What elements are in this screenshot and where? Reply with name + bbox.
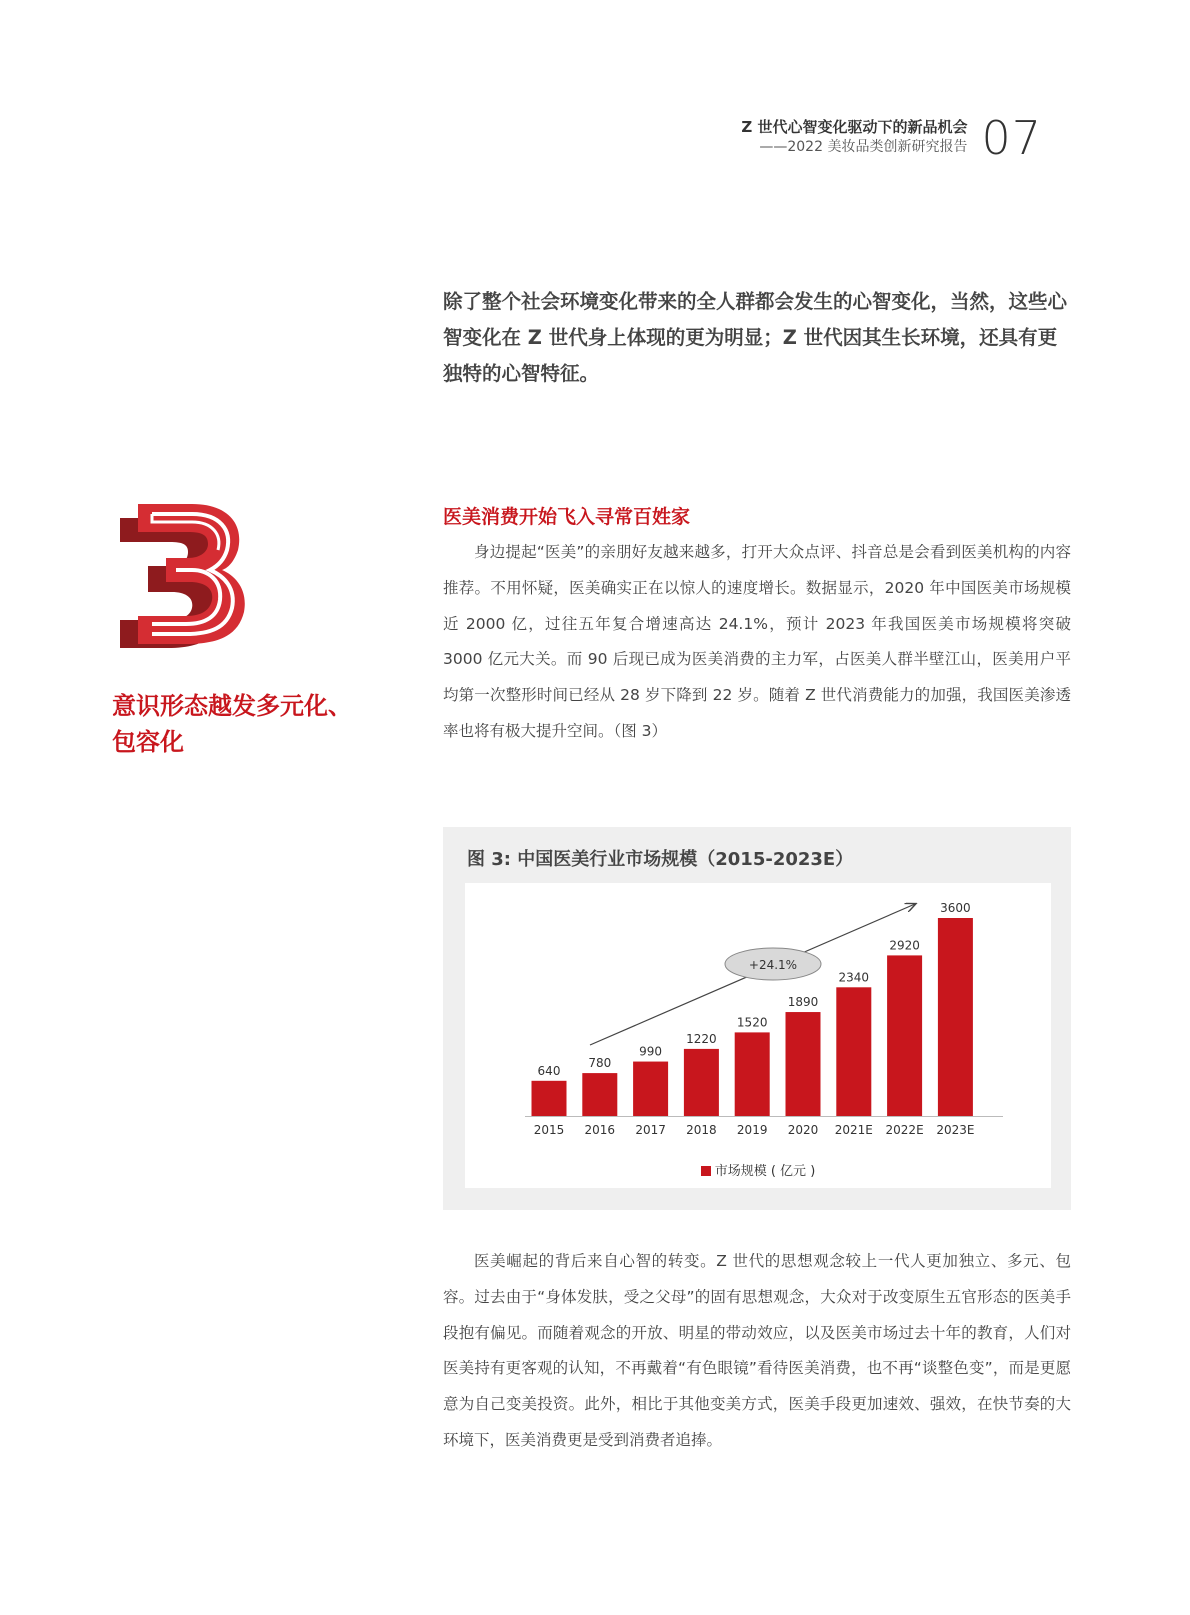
report-subtitle: ——2022 美妆品类创新研究报告 [759, 139, 968, 155]
x-tick-2016: 2016 [584, 1123, 616, 1137]
data-label-2020: 1890 [787, 995, 819, 1010]
data-label-2021E: 2340 [838, 970, 870, 985]
page-number: 07 [981, 111, 1042, 165]
growth-annotation: +24.1% [748, 958, 798, 972]
x-tick-2022E: 2022E [885, 1123, 924, 1137]
figure-3 [443, 827, 1071, 1210]
bar-2020 [786, 1012, 821, 1116]
chart-legend [465, 1160, 1051, 1179]
section-heading [112, 688, 402, 760]
chart-container [465, 883, 1051, 1188]
data-label-2022E: 2920 [889, 938, 920, 953]
section-number [254, 504, 255, 505]
legend-swatch [701, 1166, 711, 1176]
section-number-3-icon [112, 504, 254, 652]
x-tick-2017: 2017 [635, 1123, 666, 1137]
legend-label: 市场规模 ( 亿元 ) [714, 1164, 816, 1179]
data-label-2016: 780 [588, 1056, 612, 1071]
bar-2023E [938, 918, 973, 1116]
bar-chart [465, 883, 1051, 1188]
x-tick-2015: 2015 [533, 1123, 565, 1137]
section-heading-line2: 包容化 [112, 728, 184, 756]
data-label-2018: 1220 [686, 1031, 717, 1046]
page-header [741, 111, 1042, 165]
sub-heading: 医美消费开始飞入寻常百姓家 [443, 506, 691, 528]
data-label-2015: 640 [537, 1063, 561, 1078]
bar-2022E [887, 955, 922, 1116]
bar-2019 [735, 1032, 770, 1116]
x-tick-2020: 2020 [787, 1123, 819, 1137]
x-tick-2021E: 2021E [834, 1123, 873, 1137]
body-paragraph-2: 医美崛起的背后来自心智的转变。Z 世代的思想观念较上一代人更加独立、多元、包容。过去由于“身体发肤，受之父母”的固有思想观念，大众对于改变原生五官形态的医美手段抱有偏见。而随着观念的开放、明星的带动效应，以及医美市场过去十年的教育，人们对医美持有更客观的认知，不再戴着“有色眼镜”看待医美消费，也不再“谈整色变”，而是更愿意为自己变美投资。此外，相比于其他变美方式，医美手段更加速效、强效，在快节奏的大环境下，医美消费更是受到消费者追捧。 [443, 1252, 1071, 1449]
intro-paragraph: 除了整个社会环境变化带来的全人群都会发生的心智变化，当然，这些心智变化在 Z 世代身上体现的更为明显；Z 世代因其生长环境，还具有更独特的心智特征。 [443, 290, 1068, 385]
section-number-graphic [112, 504, 254, 652]
x-tick-2023E: 2023E [936, 1123, 975, 1137]
data-label-2019: 1520 [736, 1015, 768, 1030]
bar-2017 [633, 1062, 668, 1116]
data-label-2017: 990 [639, 1044, 663, 1059]
bar-2021E [836, 987, 871, 1116]
body-paragraph-1: 身边提起“医美”的亲朋好友越来越多，打开大众点评、抖音总是会看到医美机构的内容推荐。不用怀疑，医美确实正在以惊人的速度增长。数据显示，2020 年中国医美市场规模近 2000 亿，过往五年复合增速高达 24.1%，预计 2023 年我国医美市场规模将突破 3000 亿元大关。而 90 后现已成为医美消费的主力军，占医美人群半壁江山，医美用户平均第一次整形时间已经从 28 岁下降到 22 岁。随着 Z 世代消费能力的加强，我国医美渗透率也将有极大提升空间。（图 3） [443, 543, 1071, 740]
header-titles [741, 115, 967, 157]
x-tick-2018: 2018 [686, 1123, 717, 1137]
report-title: Z 世代心智变化驱动下的新品机会 [741, 118, 968, 136]
data-label-2023E: 3600 [940, 901, 971, 915]
x-tick-2019: 2019 [736, 1123, 768, 1137]
figure-title: 图 3: 中国医美行业市场规模（2015-2023E） [467, 849, 854, 870]
bar-2015 [532, 1081, 567, 1116]
bar-2016 [582, 1073, 617, 1116]
bar-2018 [684, 1049, 719, 1116]
section-heading-line1: 意识形态越发多元化、 [112, 692, 352, 720]
